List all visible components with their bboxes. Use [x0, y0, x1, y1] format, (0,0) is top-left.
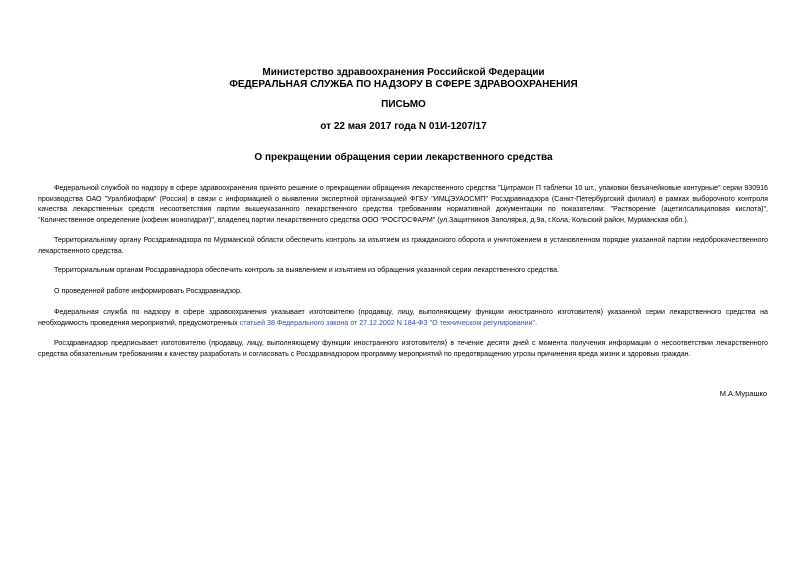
document-type: ПИСЬМО: [381, 99, 426, 110]
document-subject: О прекращении обращения серии лекарственного средства: [254, 152, 553, 163]
paragraph-text: Федеральная служба по надзору в сфере здравоохранения указывает изготовителю (продавцу, лицу, выполняющему функции иностранного изготовителя) указанной серии лекарственного средства на необходимость проведения мероприятий, предусмотренных: [38, 308, 768, 327]
paragraph-murmansk-control: Территориальному органу Росздравнадзора по Мурманской области обеспечить контроль за изъятием из гражданского оборота и уничтожением в установленном порядке указанной партии недоброкачественного лекарственного средства.: [38, 236, 768, 255]
paragraph-manufacturer-measures: [38, 307, 768, 328]
paragraph-report: О проведенной работе информировать Росздравнадзор.: [54, 287, 242, 295]
law-article-link[interactable]: статьей 38 Федерального закона от 27.12.2002 N 184-ФЗ "О техническом регулировании": [239, 318, 536, 327]
paragraph-program-prescription: Росздравнадзор предписывает изготовителю (продавцу, лицу, выполняющему функции иностранного изготовителя) в течение десяти дней с момента получения информации о несоответствии лекарственного средства обязательным требованиям к качеству разработать и согласовать с Росздравнадзором программу мероприятий по предотвращению угрозы причинения вреда жизни и здоровью граждан.: [38, 339, 768, 358]
service-name: ФЕДЕРАЛЬНАЯ СЛУЖБА ПО НАДЗОРУ В СФЕРЕ ЗДРАВООХРАНЕНИЯ: [229, 79, 578, 90]
signature: М.А.Мурашко: [719, 389, 767, 398]
document-date-number: от 22 мая 2017 года N 01И-1207/17: [320, 121, 487, 132]
paragraph-text-end: .: [535, 318, 538, 327]
ministry-name: Министерство здравоохранения Российской Федерации: [262, 67, 545, 78]
paragraph-decision: Федеральной службой по надзору в сфере здравоохранения принято решение о прекращении обращения лекарственного средства "Цитрамон П таблетки 10 шт., упаковки безъячейковые контурные" серии 930916 производства ОАО "Уралбиофарм" (Россия) в связи с информацией о выявлении экспертной организацией ФГБУ "ИМЦЭУАОСМП" Росздравнадзора (Санкт-Петербургский филиал) в рамках выборочного контроля качества лекарственных средств несоответствия партии вышеуказанного лекарственного средства требованиям нормативной документации по показателям: "Растворение (ацетилсалициловая кислота)", "Количественное определение (кофеин моногидрат)", владелец партии лекарственного средства ООО "РОСГОСФАРМ" (ул.Защитников Заполярья, д.9а, г.Кола, Кольский район, Мурманская обл.).: [38, 184, 768, 224]
paragraph-territorial-control: Территориальным органам Росздравнадзора обеспечить контроль за выявлением и изъятием из обращения указанной серии лекарственного средства.: [54, 266, 560, 274]
